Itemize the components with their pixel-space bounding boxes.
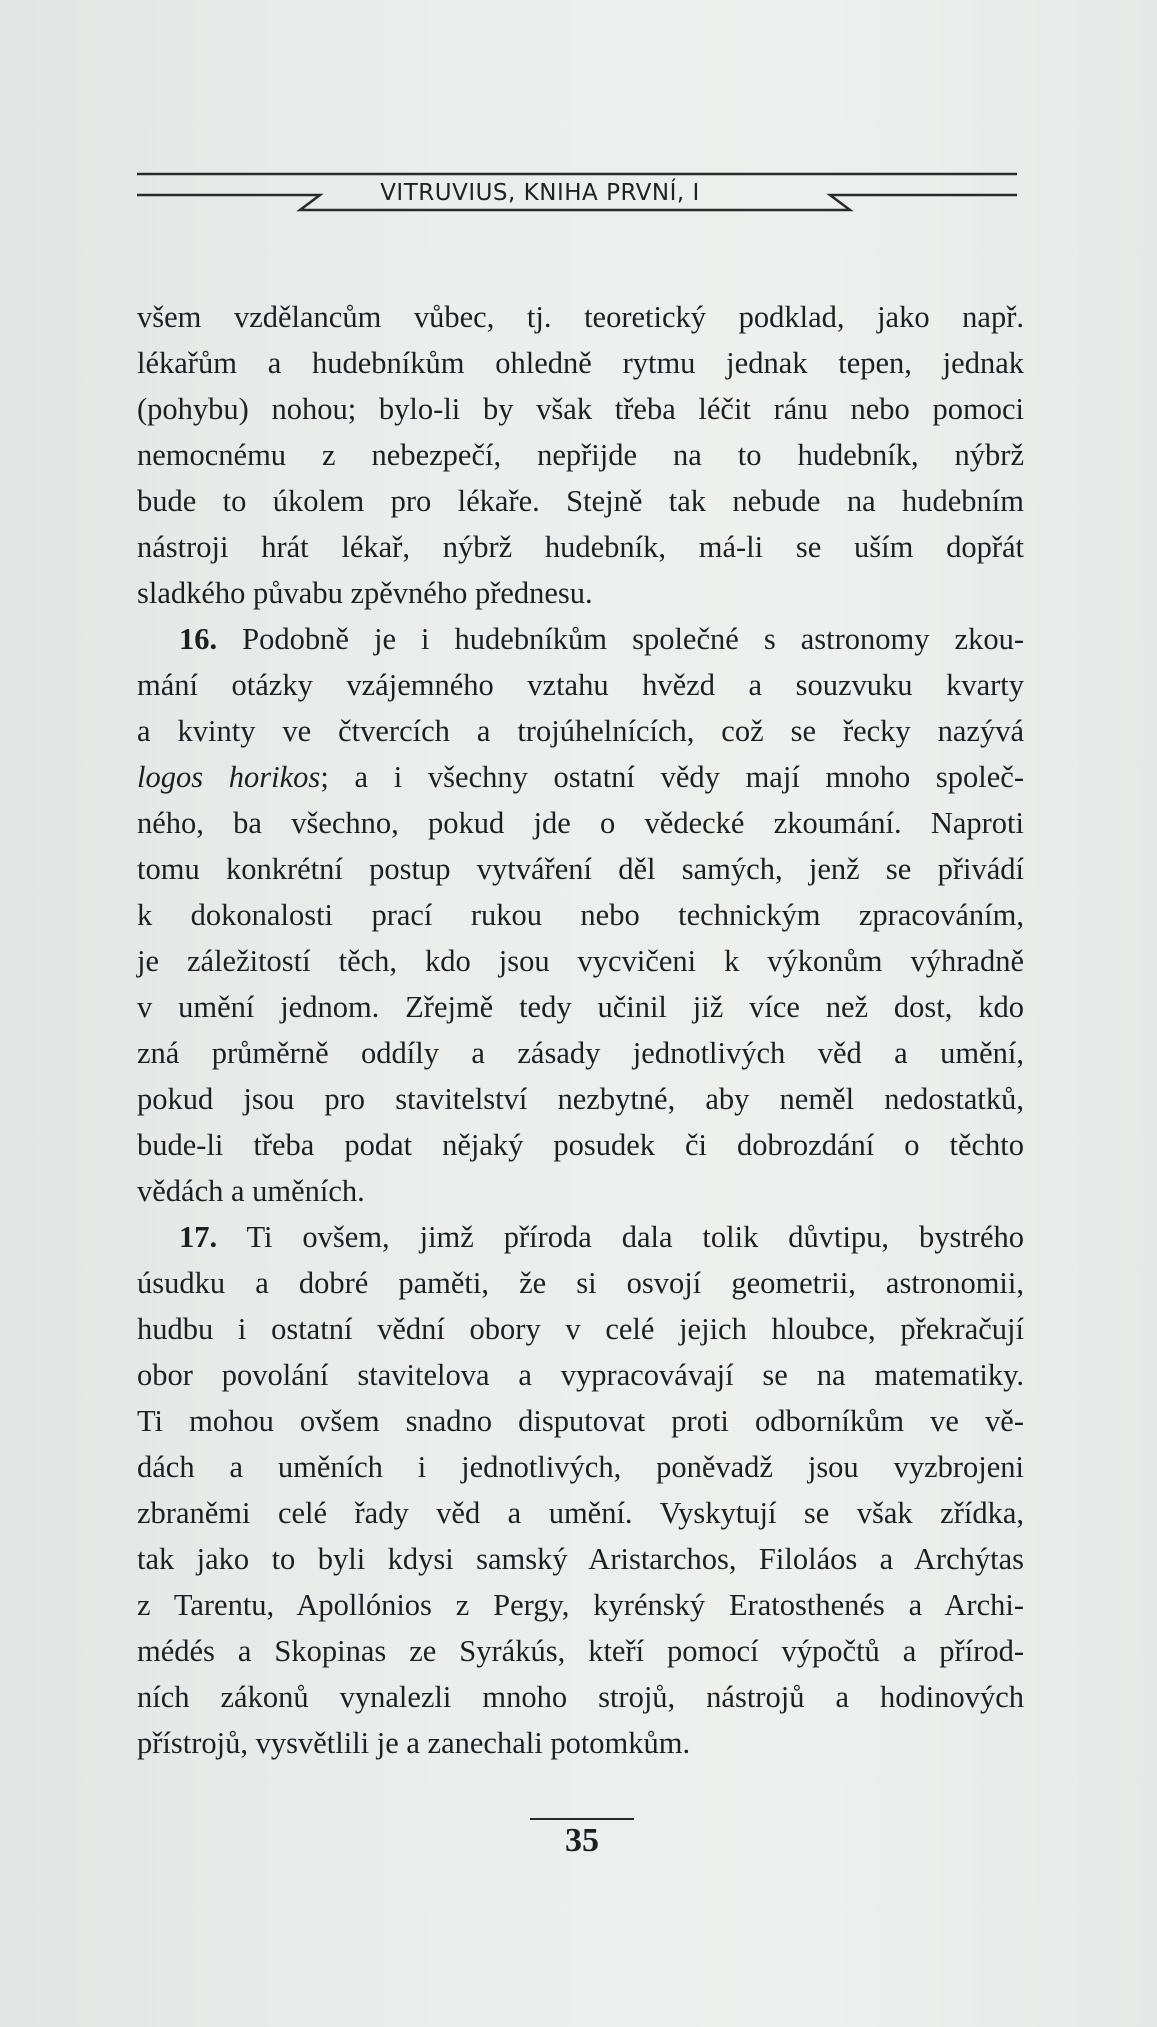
text-line: k dokonalosti prací rukou nebo technickým zpracováním,: [137, 898, 1024, 932]
text-line: ních zákonů vynalezli mnoho strojů, nástrojů a hodinových: [137, 1680, 1024, 1714]
text-line: ného, ba všechno, pokud jde o vědecké zkoumání. Naproti: [137, 806, 1024, 840]
text-line: vědách a uměních.: [137, 1174, 365, 1208]
text-line: tak jako to byli kdysi samský Aristarchos, Filoláos a Archýtas: [137, 1542, 1024, 1576]
text-line: přístrojů, vysvětlili je a zanechali potomkům.: [137, 1726, 691, 1760]
text-line: všem vzdělancům vůbec, tj. teoretický podklad, jako např.: [137, 300, 1024, 334]
text-line: a kvinty ve čtvercích a trojúhelnících, což se řecky nazývá: [137, 714, 1024, 748]
text-line: zbraněmi celé řady věd a umění. Vyskytují se však zřídka,: [137, 1496, 1024, 1530]
text-line: je záležitostí těch, kdo jsou vycvičeni k výkonům výhradně: [137, 944, 1024, 978]
text-line: hudbu i ostatní vědní obory v celé jejich hloubce, překračují: [137, 1312, 1024, 1346]
text-line-with-italic: [137, 754, 1024, 800]
text-line: pokud jsou pro stavitelství nezbytné, aby neměl nedostatků,: [137, 1082, 1024, 1116]
italic-term: logos horikos: [137, 760, 321, 794]
paragraph-16-first-line: [137, 616, 1024, 662]
text-line: úsudku a dobré paměti, že si osvojí geometrii, astronomii,: [137, 1266, 1024, 1300]
section-number-16: 16.: [179, 622, 218, 656]
text-line: Ti mohou ovšem snadno disputovat proti odborníkům ve vě-: [137, 1404, 1024, 1438]
body-text: [137, 294, 1024, 1766]
text-line: dách a uměních i jednotlivých, poněvadž jsou vyzbrojeni: [137, 1450, 1024, 1484]
text-line: zná průměrně oddíly a zásady jednotlivých věd a umění,: [137, 1036, 1024, 1070]
page-number: 35: [565, 1822, 599, 1859]
text-line: z Tarentu, Apollónios z Pergy, kyrénský Eratosthenés a Archi-: [137, 1588, 1024, 1622]
text-fragment: ; a i všechny ostatní vědy mají mnoho společ-: [320, 760, 1025, 794]
text-line: tomu konkrétní postup vytváření děl samých, jenž se přivádí: [137, 852, 1024, 886]
section-number-17: 17.: [179, 1220, 218, 1254]
text-line: nemocnému z nebezpečí, nepřijde na to hudebník, nýbrž: [137, 438, 1024, 472]
text-fragment: Ti ovšem, jimž příroda dala tolik důvtipu, bystrého: [246, 1220, 1024, 1254]
text-line: (pohybu) nohou; bylo-li by však třeba léčit ránu nebo pomoci: [137, 392, 1024, 426]
text-line: sladkého půvabu zpěvného přednesu.: [137, 576, 593, 610]
text-fragment: Podobně je i hudebníkům společné s astronomy zkou-: [242, 622, 1024, 656]
text-line: obor povolání stavitelova a vypracovávají se na matematiky.: [137, 1358, 1024, 1392]
text-line: bude-li třeba podat nějaký posudek či dobrozdání o těchto: [137, 1128, 1024, 1162]
text-line: v umění jednom. Zřejmě tedy učinil již více než dost, kdo: [137, 990, 1024, 1024]
running-head: VITRUVIUS, KNIHA PRVNÍ, I: [380, 180, 700, 206]
text-line: médés a Skopinas ze Syrákús, kteří pomocí výpočtů a přírod-: [137, 1634, 1024, 1668]
text-line: bude to úkolem pro lékaře. Stejně tak nebude na hudebním: [137, 484, 1024, 518]
paragraph-17-first-line: [137, 1214, 1024, 1260]
page-number-rule: [530, 1818, 634, 1820]
text-line: mání otázky vzájemného vztahu hvězd a souzvuku kvarty: [137, 668, 1024, 702]
text-line: lékařům a hudebníkům ohledně rytmu jednak tepen, jednak: [137, 346, 1024, 380]
text-line: nástroji hrát lékař, nýbrž hudebník, má-li se uším dopřát: [137, 530, 1024, 564]
